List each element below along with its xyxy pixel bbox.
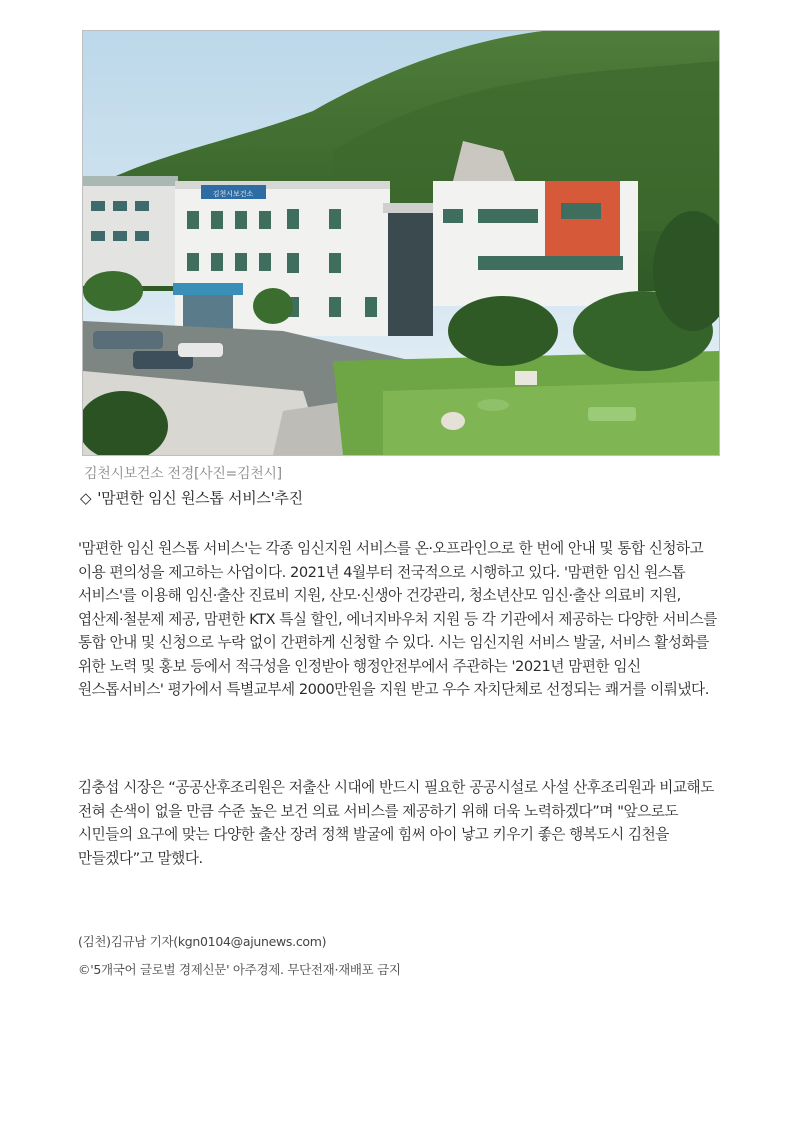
subheading-text: '맘편한 임신 원스톱 서비스'추진 — [97, 489, 303, 507]
body-paragraph-2: 김충섭 시장은 “공공산후조리원은 저출산 시대에 반드시 필요한 공공시설로 사설 산후조리원과 비교해도 전혀 손색이 없을 만큼 수준 높은 보건 의료 서비스를 제공하기 위해 더욱 노력하겠다”며 "앞으로도 시민들의 요구에 맞는 다양한 출산 장려 정책 발굴에 힘써 아이 낳고 키우기 좋은 행복도시 김천을 만들겠다”고 말했다. — [78, 779, 714, 867]
diamond-bullet-icon: ◇ — [80, 489, 92, 507]
building-photo-illustration — [83, 31, 719, 455]
building-photo — [82, 30, 720, 456]
copyright-notice: ©'5개국어 글로벌 경제신문' 아주경제. 무단전재·재배포 금지 — [78, 962, 401, 977]
section-subheading — [80, 487, 303, 508]
building-sign: 김천시보건소 — [212, 190, 254, 198]
body-paragraph-1: '맘편한 임신 원스톱 서비스'는 각종 임신지원 서비스를 온·오프라인으로 한 번에 안내 및 통합 신청하고 이용 편의성을 제고하는 사업이다. 2021년 4월부터 전국적으로 시행하고 있다. '맘편한 임신 원스톱 서비스'를 이용해 임신·출산 진료비 지원, 산모·신생아 건강관리, 청소년산모 임신·출산 의료비 지원, 엽산제·철분제 제공, 맘편한 KTX 특실 할인, 에너지바우처 지원 등 각 기관에서 제공하는 다양한 서비스를 통합 안내 및 신청으로 누락 없이 간편하게 신청할 수 있다. 시는 임신지원 서비스 발굴, 서비스 활성화를 위한 노력 및 홍보 등에서 적극성을 인정받아 행정안전부에서 주관하는 '2021년 맘편한 임신 원스톱서비스' 평가에서 특별교부세 2000만원을 지원 받고 우수 자치단체로 선정되는 쾌거를 이뤄냈다. — [78, 540, 717, 698]
reporter-byline: (김천)김규남 기자(kgn0104@ajunews.com) — [78, 934, 327, 949]
photo-caption: 김천시보건소 전경[사진=김천시] — [84, 466, 282, 482]
